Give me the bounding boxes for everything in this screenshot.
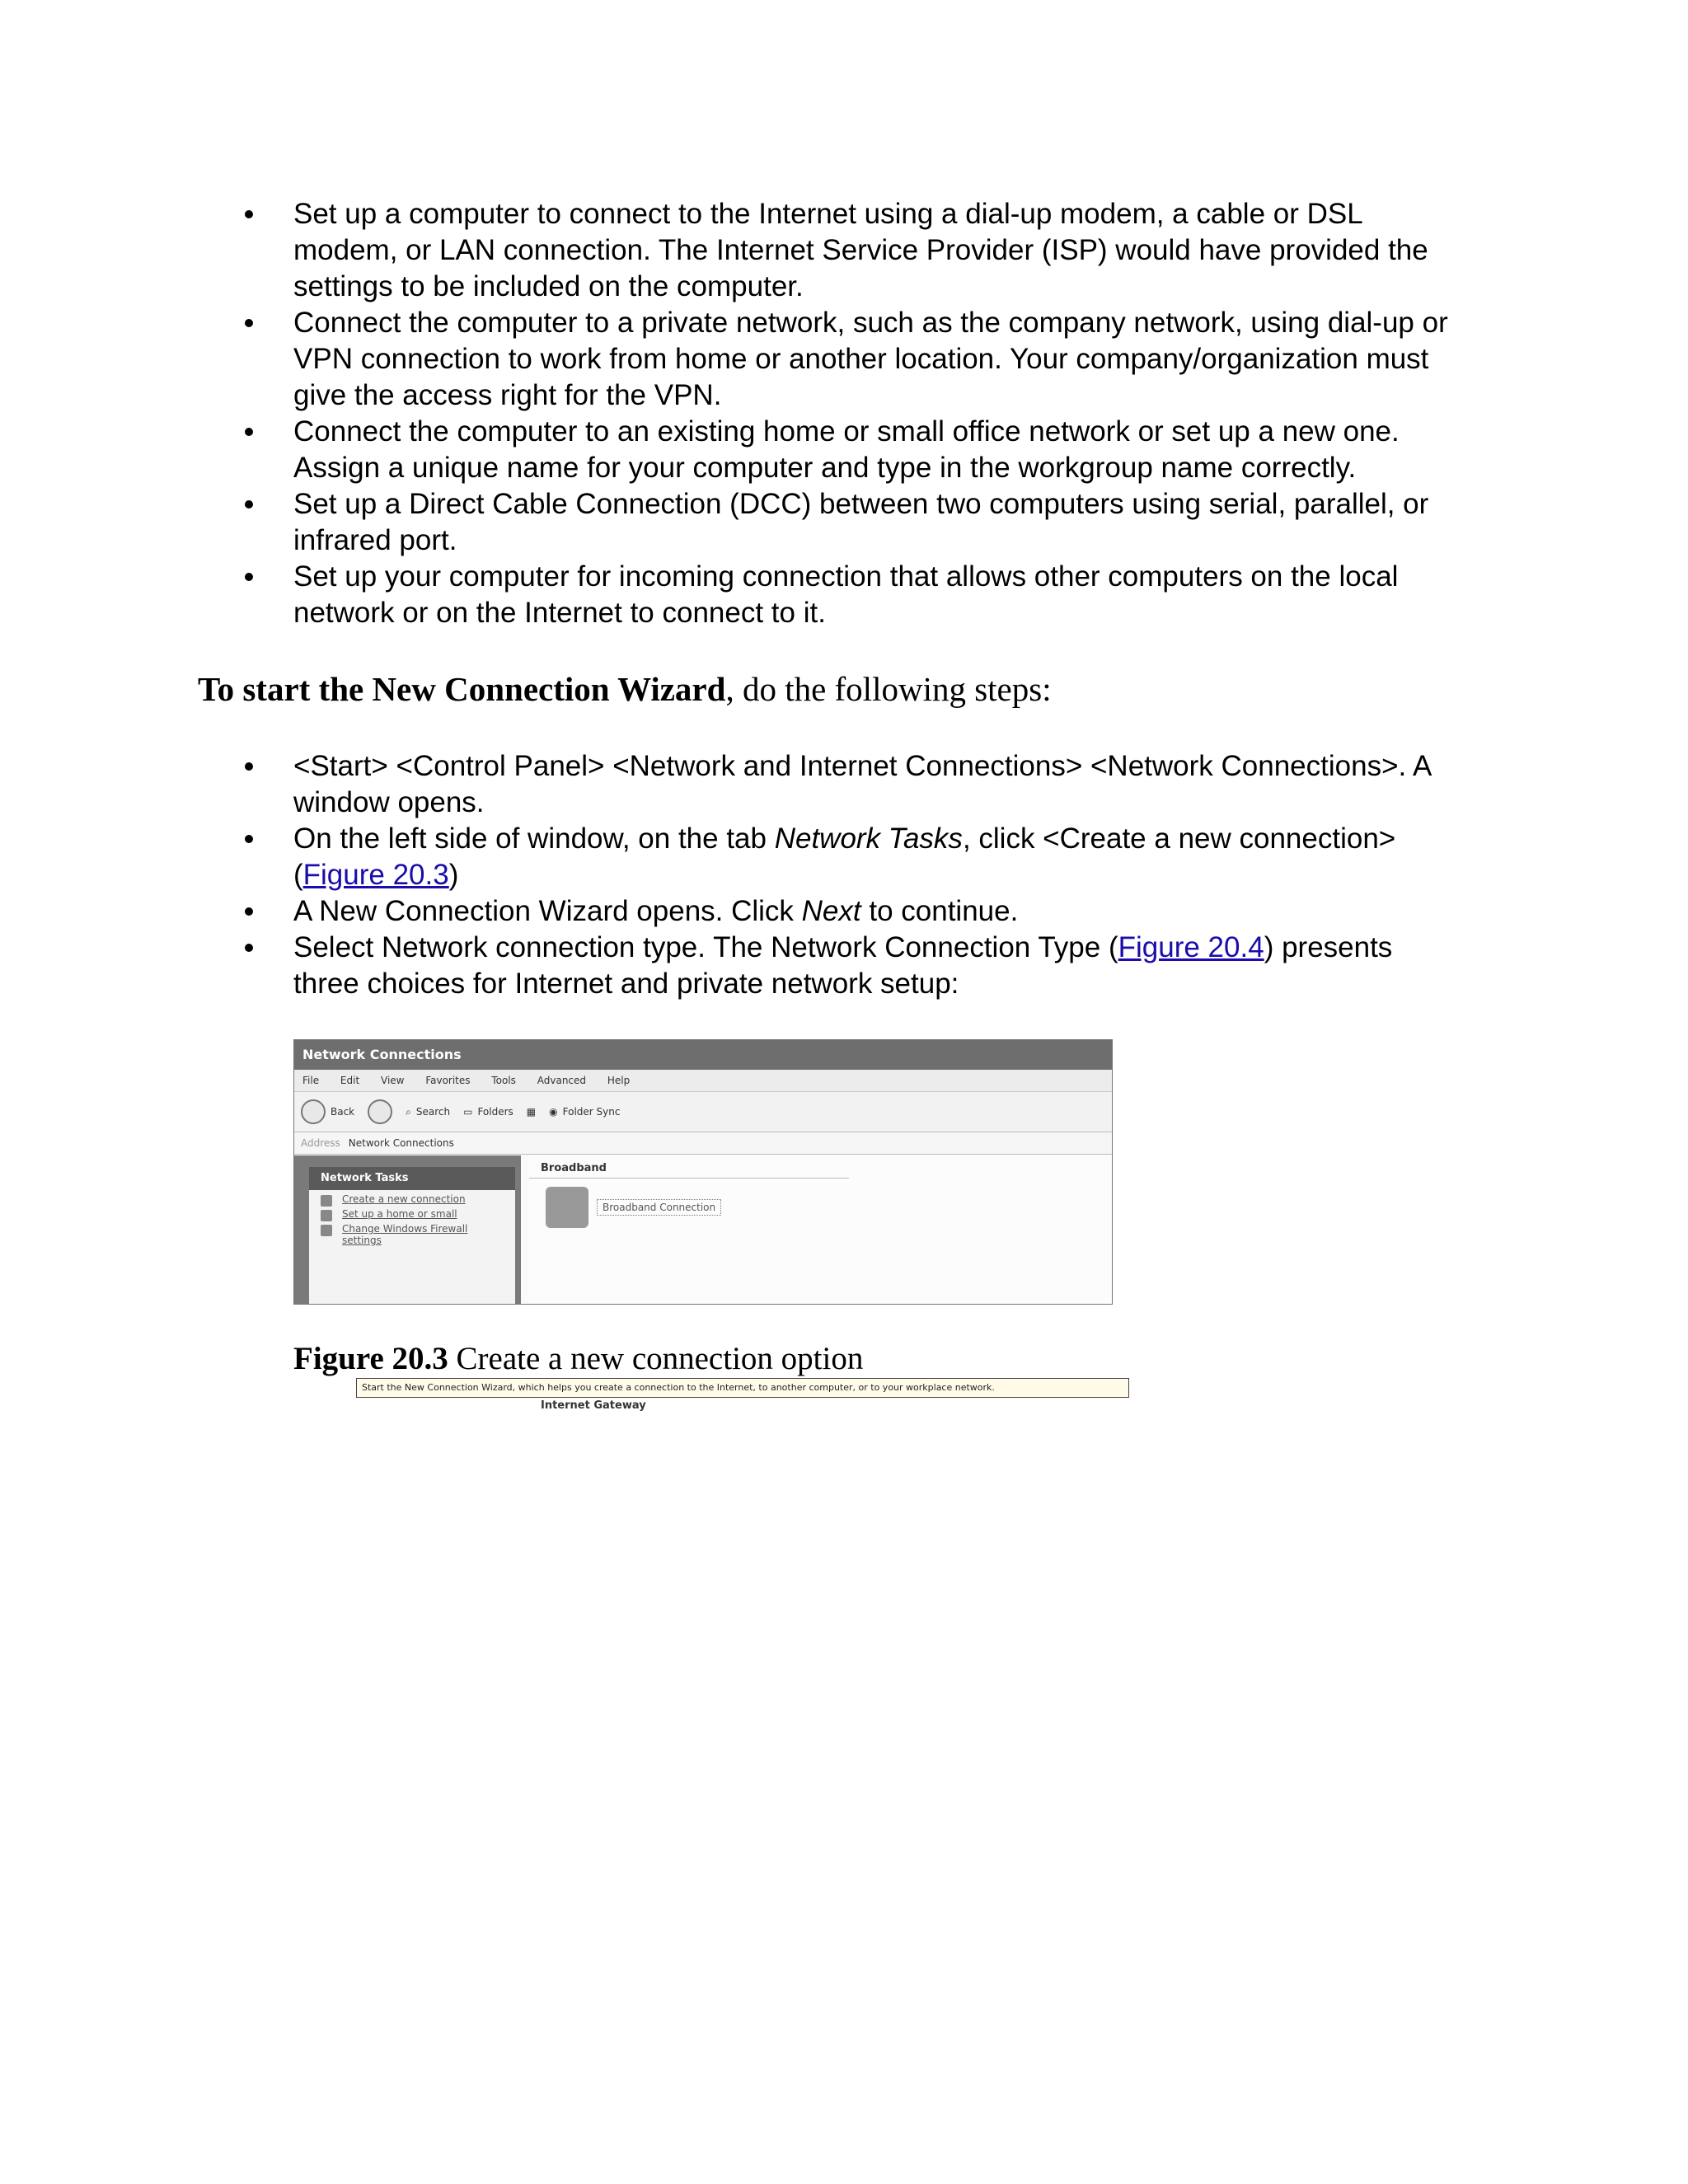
- back-icon: [301, 1099, 326, 1124]
- bullet-icon: [245, 210, 253, 218]
- bullet-icon: [245, 762, 253, 771]
- search-icon: ⌕: [406, 1105, 411, 1118]
- bullet-icon: [245, 573, 253, 581]
- group-broadband: Broadband: [529, 1155, 849, 1179]
- views-button: [527, 1106, 536, 1118]
- bullet-icon: [245, 428, 253, 436]
- list-item: <Start> <Control Panel> <Network and Internet Connections> <Network Connections>. A window opens.: [0, 748, 1688, 821]
- menu-help: Help: [607, 1075, 631, 1086]
- sync-icon: ◉: [549, 1106, 558, 1118]
- search-button: ⌕ Search: [406, 1105, 451, 1118]
- menu-view: View: [381, 1075, 405, 1086]
- list-item: On the left side of window, on the tab Network Tasks, click <Create a new connection> (Figure 20.3): [0, 821, 1688, 893]
- folders-icon: ▭: [463, 1106, 473, 1118]
- connection-options-list: [0, 196, 1688, 631]
- menu-bar: [294, 1070, 1112, 1092]
- steps-list: [0, 748, 1688, 1002]
- forward-icon: [368, 1099, 392, 1124]
- network-tasks-panel: [309, 1167, 515, 1304]
- figure-20-4-link[interactable]: Figure 20.4: [1118, 931, 1264, 963]
- list-item: Connect the computer to an existing home or small office network or set up a new one. Assign a unique name for your computer and type in the workgroup name correctly.: [0, 414, 1688, 486]
- menu-file: File: [302, 1075, 320, 1086]
- section-heading: To start the New Connection Wizard, do the following steps:: [198, 670, 1052, 708]
- menu-tools: Tools: [491, 1075, 516, 1086]
- task-create-connection: Create a new connection: [309, 1190, 515, 1205]
- folders-button: ▭ Folders: [463, 1106, 513, 1118]
- bullet-icon: [245, 907, 253, 916]
- list-item: A New Connection Wizard opens. Click Next to continue.: [0, 893, 1688, 930]
- network-tasks-title: Network Tasks: [309, 1167, 515, 1190]
- list-item: Set up a computer to connect to the Internet using a dial-up modem, a cable or DSL modem, or LAN connection. The Internet Service Provider (ISP) would have provided the settings to be included on the computer.: [0, 196, 1688, 305]
- figure-caption: Figure 20.3 Create a new connection option: [293, 1341, 864, 1376]
- broadband-connection: Broadband Connection: [529, 1179, 1112, 1236]
- bullet-icon: [245, 319, 253, 327]
- left-pane: [294, 1155, 521, 1304]
- menu-edit: Edit: [340, 1075, 360, 1086]
- toolbar: [294, 1092, 1112, 1132]
- folder-sync-button: ◉ Folder Sync: [549, 1106, 621, 1118]
- bullet-icon: [245, 500, 253, 509]
- group-internet-gateway: Internet Gateway: [541, 1399, 646, 1412]
- task-firewall: Change Windows Firewall settings: [309, 1220, 515, 1246]
- list-item: Select Network connection type. The Network Connection Type (Figure 20.4) presents three choices for Internet and private network setup:: [0, 930, 1688, 1002]
- right-pane: [529, 1155, 1112, 1304]
- views-icon: ▦: [526, 1106, 537, 1118]
- bullet-icon: [245, 835, 253, 843]
- list-item: Set up a Direct Cable Connection (DCC) between two computers using serial, parallel, or infrared port.: [0, 486, 1688, 559]
- figure-20-3-link[interactable]: Figure 20.3: [302, 859, 449, 891]
- address-bar: Address Network Connections: [294, 1132, 1112, 1155]
- wizard-tooltip: Start the New Connection Wizard, which helps you create a connection to the Internet, to another computer, or to your workplace network.: [356, 1378, 1129, 1398]
- task-home-network: Set up a home or small: [309, 1205, 515, 1220]
- bullet-icon: [245, 944, 253, 952]
- back-button: Back: [301, 1099, 354, 1124]
- connection-icon: [546, 1187, 588, 1228]
- window-title: Network Connections: [294, 1040, 1112, 1070]
- menu-favorites: Favorites: [425, 1075, 471, 1086]
- list-item: Connect the computer to a private network, such as the company network, using dial-up or VPN connection to work from home or another location. Your company/organization must give the access right for the VPN.: [0, 305, 1688, 414]
- menu-advanced: Advanced: [537, 1075, 587, 1086]
- list-item: Set up your computer for incoming connection that allows other computers on the local network or on the Internet to connect to it.: [0, 559, 1688, 631]
